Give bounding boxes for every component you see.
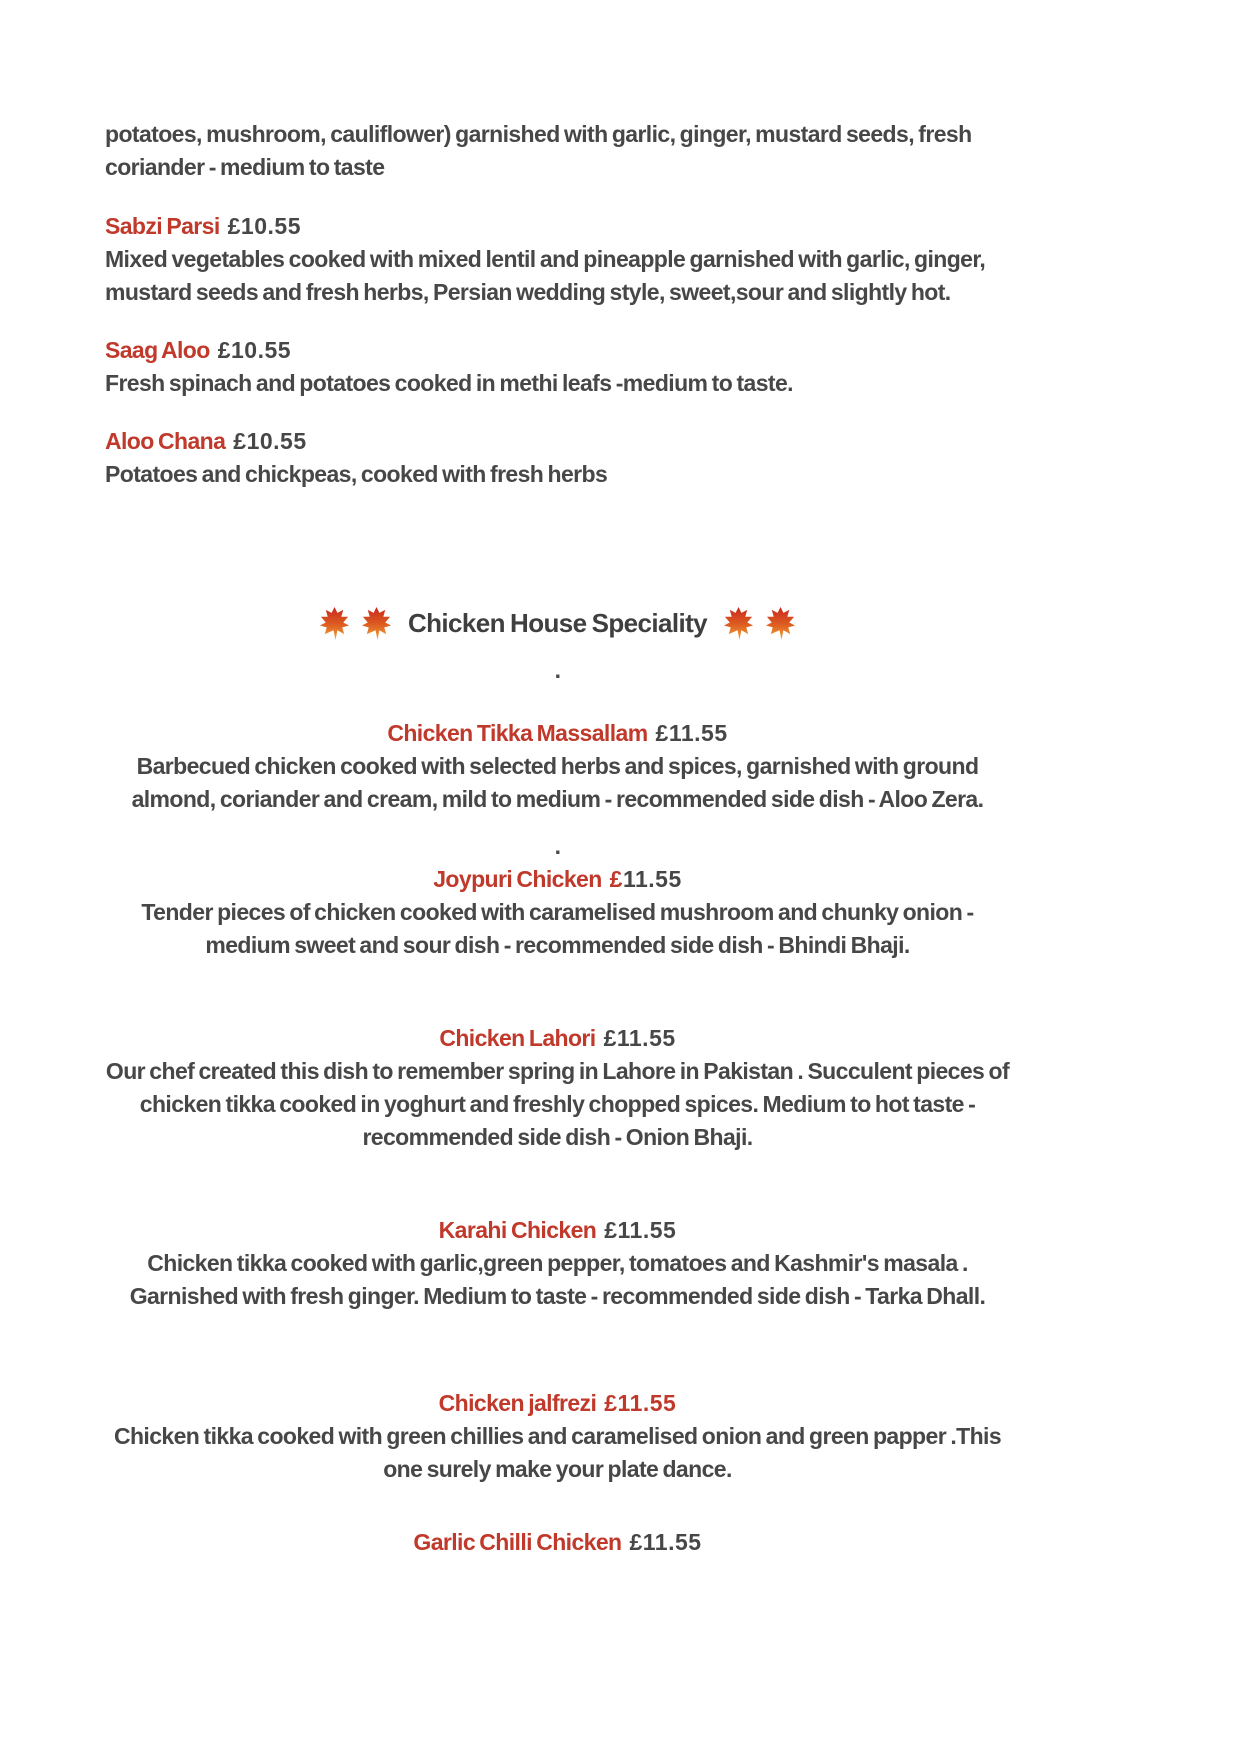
dish-name: Karahi Chicken: [438, 1217, 597, 1243]
menu-item: [105, 717, 1010, 816]
dish-name: Chicken Tikka Massallam: [387, 720, 648, 746]
dish-price: £10.55: [217, 337, 292, 363]
dish-price: £11.55: [604, 1217, 677, 1243]
menu-item: [105, 210, 1010, 309]
menu-item: [105, 334, 1010, 400]
dish-price: £11.55: [604, 1390, 677, 1416]
intro-text: potatoes, mushroom, cauliflower) garnished with garlic, ginger, mustard seeds, fresh coriander - medium to taste: [105, 121, 972, 180]
dish-price: £11.55: [603, 1025, 676, 1051]
menu-item: [105, 1214, 1010, 1313]
speciality-heading-text: Chicken House Speciality: [407, 608, 708, 638]
dish-name: Sabzi Parsi: [105, 213, 220, 239]
dish-description: Potatoes and chickpeas, cooked with fresh herbs: [105, 461, 608, 487]
separator-dot: .: [554, 833, 561, 859]
maple-leaf-icon: [722, 607, 755, 640]
dish-name: Aloo Chana: [105, 428, 226, 454]
dish-price: £10.55: [227, 213, 301, 239]
dish-heading: [105, 1022, 1010, 1055]
separator-dot: .: [554, 657, 561, 683]
dish-description: Tender pieces of chicken cooked with caramelised mushroom and chunky onion - medium sweet and sour dish - recommended side dish - Bhindi Bhaji.: [141, 899, 974, 958]
dish-description: Fresh spinach and potatoes cooked in methi leafs -medium to taste.: [105, 370, 793, 396]
dish-price: £11.55: [629, 1529, 702, 1555]
speciality-dishes-list: [105, 717, 1010, 1559]
dish-description: Chicken tikka cooked with green chillies and caramelised onion and green papper .This one surely make your plate dance.: [113, 1423, 1002, 1482]
dish-description: Mixed vegetables cooked with mixed lentil and pineapple garnished with garlic, ginger, mustard seeds and fresh herbs, Persian wedding style, sweet,sour and slightly hot.: [105, 246, 986, 305]
dish-heading: [105, 863, 1010, 896]
dish-description: Our chef created this dish to remember spring in Lahore in Pakistan . Succulent pieces of chicken tikka cooked in yoghurt and freshly chopped spices. Medium to hot taste - recommended side dish - Onion Bhaji.: [105, 1058, 1010, 1150]
dish-price: £10.55: [233, 428, 307, 454]
dish-heading: [105, 1214, 1010, 1247]
menu-item: [105, 1526, 1010, 1559]
menu-item: [105, 863, 1010, 962]
dish-name: Chicken jalfrezi: [438, 1390, 597, 1416]
dish-price: £11.55: [655, 720, 728, 746]
menu-item: [105, 1387, 1010, 1486]
dish-description: Barbecued chicken cooked with selected herbs and spices, garnished with ground almond, coriander and cream, mild to medium - recommended side dish - Aloo Zera.: [131, 753, 984, 812]
dish-heading: [105, 210, 1010, 243]
dish-heading: [105, 717, 1010, 750]
maple-leaf-icon: [764, 607, 797, 640]
pound-sign: £: [609, 866, 623, 892]
dish-description: Chicken tikka cooked with garlic,green pepper, tomatoes and Kashmir's masala . Garnished with fresh ginger. Medium to taste - recommended side dish - Tarka Dhall.: [129, 1250, 986, 1309]
dish-heading: [105, 425, 1010, 458]
dish-name: Joypuri Chicken: [433, 866, 602, 892]
menu-item: [105, 425, 1010, 491]
maple-leaf-icon: [360, 607, 393, 640]
vegetable-dishes-list: [105, 210, 1010, 491]
menu-item: [105, 1022, 1010, 1154]
maple-leaf-icon: [318, 607, 351, 640]
dish-name: Saag Aloo: [105, 337, 210, 363]
dish-heading: [105, 1387, 1010, 1420]
speciality-heading: [105, 607, 1010, 640]
dish-heading: [105, 1526, 1010, 1559]
dish-name: Garlic Chilli Chicken: [413, 1529, 622, 1555]
dish-price: £11.55: [609, 866, 682, 892]
dish-name: Chicken Lahori: [439, 1025, 596, 1051]
dish-heading: [105, 334, 1010, 367]
